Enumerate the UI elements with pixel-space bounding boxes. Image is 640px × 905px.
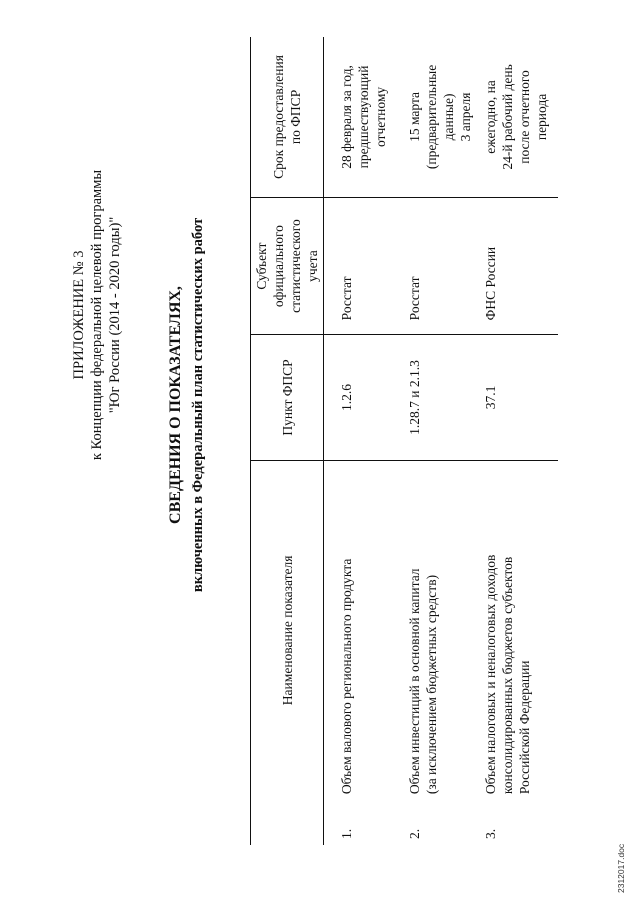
term-line: 28 февраля за год, [339,65,354,169]
indicator-name-line: Объем налоговых и неналоговых доходов [483,554,498,795]
appendix-reference: к Концепции федеральной целевой программы [89,169,105,461]
header-subject-line: официального [271,225,286,308]
header-fpsr-point: Пункт ФПСР [251,335,324,460]
table-header-row [251,37,324,845]
document-subtitle: включенных в Федеральный план статистических работ [190,217,206,593]
header-term-line: Срок предоставления [271,55,286,179]
term-line: 24-й рабочий день [500,64,515,170]
indicator-name-line: Объем инвестиций в основной капитал [407,568,422,795]
term-line: данные) [441,93,456,141]
indicator-name-line: (за исключением бюджетных средств) [424,574,439,795]
header-number [251,800,324,845]
term-line: отчетному [373,86,388,148]
indicator-name [402,460,478,800]
indicator-name [324,460,403,800]
document-heading [165,35,209,775]
appendix-block [70,105,124,525]
row-number: 1. [339,828,354,839]
submission-term [324,37,403,197]
submission-term [402,37,478,197]
fpsr-point: 1.28.7 и 2.1.3 [402,335,478,460]
indicator-name-line: Объем валового регионального продукта [339,558,354,795]
indicator-name [478,460,558,800]
row-number: 3. [483,828,498,839]
header-indicator-name: Наименование показателя [251,460,324,800]
indicator-name-line: Российской Федерации [517,660,532,795]
table-row [324,37,403,845]
fpsr-point: 37.1 [478,335,558,460]
program-name: "Юг России (2014 - 2020 годы)" [107,216,123,414]
term-line: ежегодно, на [483,80,498,154]
header-subject-line: Субъект [254,242,269,290]
term-line: после отчетного [517,70,532,164]
fpsr-point: 1.2.6 [324,335,403,460]
document-title: СВЕДЕНИЯ О ПОКАЗАТЕЛЯХ, [167,286,184,524]
table-row [402,37,478,845]
header-subject-line: статистического учета [288,219,320,313]
header-submission-term [251,37,324,197]
table-row [478,37,558,845]
header-term-line: по ФПСР [288,89,303,145]
indicator-name-line: консолидированных бюджетов субъектов [500,556,515,795]
term-line: 15 марта [407,91,422,142]
term-line: периода [534,93,549,141]
row-number: 2. [407,828,422,839]
accounting-subject: ФНС России [478,197,558,334]
appendix-number: ПРИЛОЖЕНИЕ № 3 [71,250,87,380]
header-accounting-subject [251,197,324,334]
term-line: 3 апреля [458,92,473,142]
term-line: (предварительные [424,64,439,170]
accounting-subject: Росстат [402,197,478,334]
accounting-subject: Росстат [324,197,403,334]
document-file-code: 2312017.doc [616,843,626,893]
indicators-table [250,37,558,845]
term-line: предшествующий [356,65,371,169]
submission-term [478,37,558,197]
